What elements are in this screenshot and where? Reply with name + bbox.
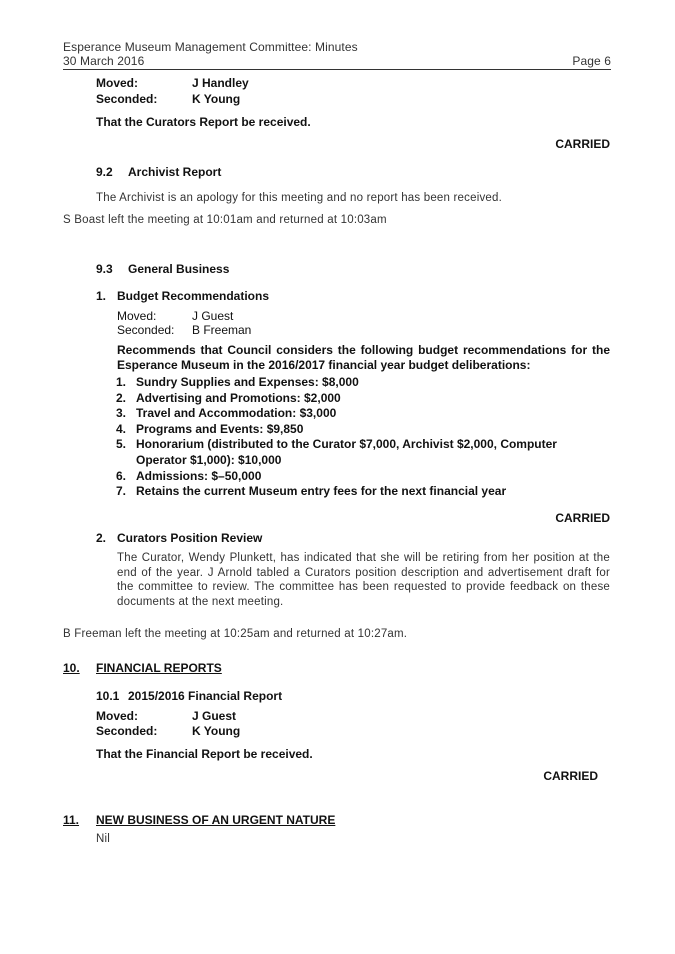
meeting-date: 30 March 2016 (63, 54, 145, 68)
seconded-name: K Young (192, 92, 241, 106)
recommendation-text: Recommends that Council considers the following budget recommendations for the Esperance Museum in the 2016/2017 financial year budget deliberations: (117, 343, 610, 372)
moved-name: J Handley (192, 76, 249, 90)
list-item: 3. Travel and Accommodation: $3,000 (116, 406, 337, 421)
item-number: 1. (96, 289, 107, 303)
attendance-note: S Boast left the meeting at 10:01am and returned at 10:03am (63, 214, 387, 226)
section-number: 9.3 (96, 262, 113, 276)
list-item: 7. Retains the current Museum entry fees for the next financial year (116, 484, 507, 499)
carried-label: CARRIED (555, 137, 610, 151)
attendance-note: B Freeman left the meeting at 10:25am and returned at 10:27am. (63, 628, 408, 640)
carried-label: CARRIED (543, 769, 598, 783)
subsection-number: 10.1 (96, 689, 120, 703)
section-title: Archivist Report (128, 165, 222, 179)
list-item: 2. Advertising and Promotions: $2,000 (116, 390, 341, 405)
resolution-text: That the Financial Report be received. (96, 747, 313, 761)
section-number: 10. (63, 661, 80, 675)
resolution-text: That the Curators Report be received. (96, 115, 311, 129)
moved-label: Moved: (96, 76, 138, 90)
section-number: 9.2 (96, 165, 113, 179)
section-title: NEW BUSINESS OF AN URGENT NATURE (96, 813, 336, 827)
seconded-label: Seconded: (96, 92, 158, 106)
item-title: Curators Position Review (117, 531, 263, 545)
header-rule (63, 69, 611, 70)
moved-name: J Guest (192, 309, 234, 323)
subsection-title: 2015/2016 Financial Report (128, 689, 283, 703)
list-item: 6. Admissions: $–50,000 (116, 468, 262, 483)
section-text: Nil (96, 833, 111, 845)
seconded-name: K Young (192, 724, 241, 738)
page-number: Page 6 (572, 54, 611, 68)
item-title: Budget Recommendations (117, 289, 270, 303)
seconded-label: Seconded: (96, 724, 158, 738)
budget-list (116, 375, 610, 500)
section-text: The Archivist is an apology for this meeting and no report has been received. (96, 192, 502, 204)
item-number: 2. (96, 531, 107, 545)
moved-label: Moved: (96, 709, 138, 723)
seconded-name: B Freeman (192, 323, 252, 337)
list-item: 1. Sundry Supplies and Expenses: $8,000 (116, 375, 359, 389)
item-text: The Curator, Wendy Plunkett, has indicated that she will be retiring from her position at the end of the year. J Arnold tabled a Curators position description and advertisement draft for the committee to review. The committee has been requested to provide feedback on these documents at the next meeting. (117, 552, 610, 608)
section-title: General Business (128, 262, 230, 276)
section-title: FINANCIAL REPORTS (96, 661, 222, 675)
moved-name: J Guest (192, 709, 237, 723)
section-number: 11. (63, 813, 80, 827)
list-item: 5. Honorarium (distributed to the Curator $7,000, Archivist $2,000, Computer Operator $1,000): $10,000 (116, 437, 557, 467)
moved-label: Moved: (117, 309, 157, 323)
seconded-label: Seconded: (117, 323, 175, 337)
carried-label: CARRIED (555, 511, 610, 525)
document-title: Esperance Museum Management Committee: Minutes (63, 40, 358, 54)
list-item: 4. Programs and Events: $9,850 (116, 421, 304, 436)
